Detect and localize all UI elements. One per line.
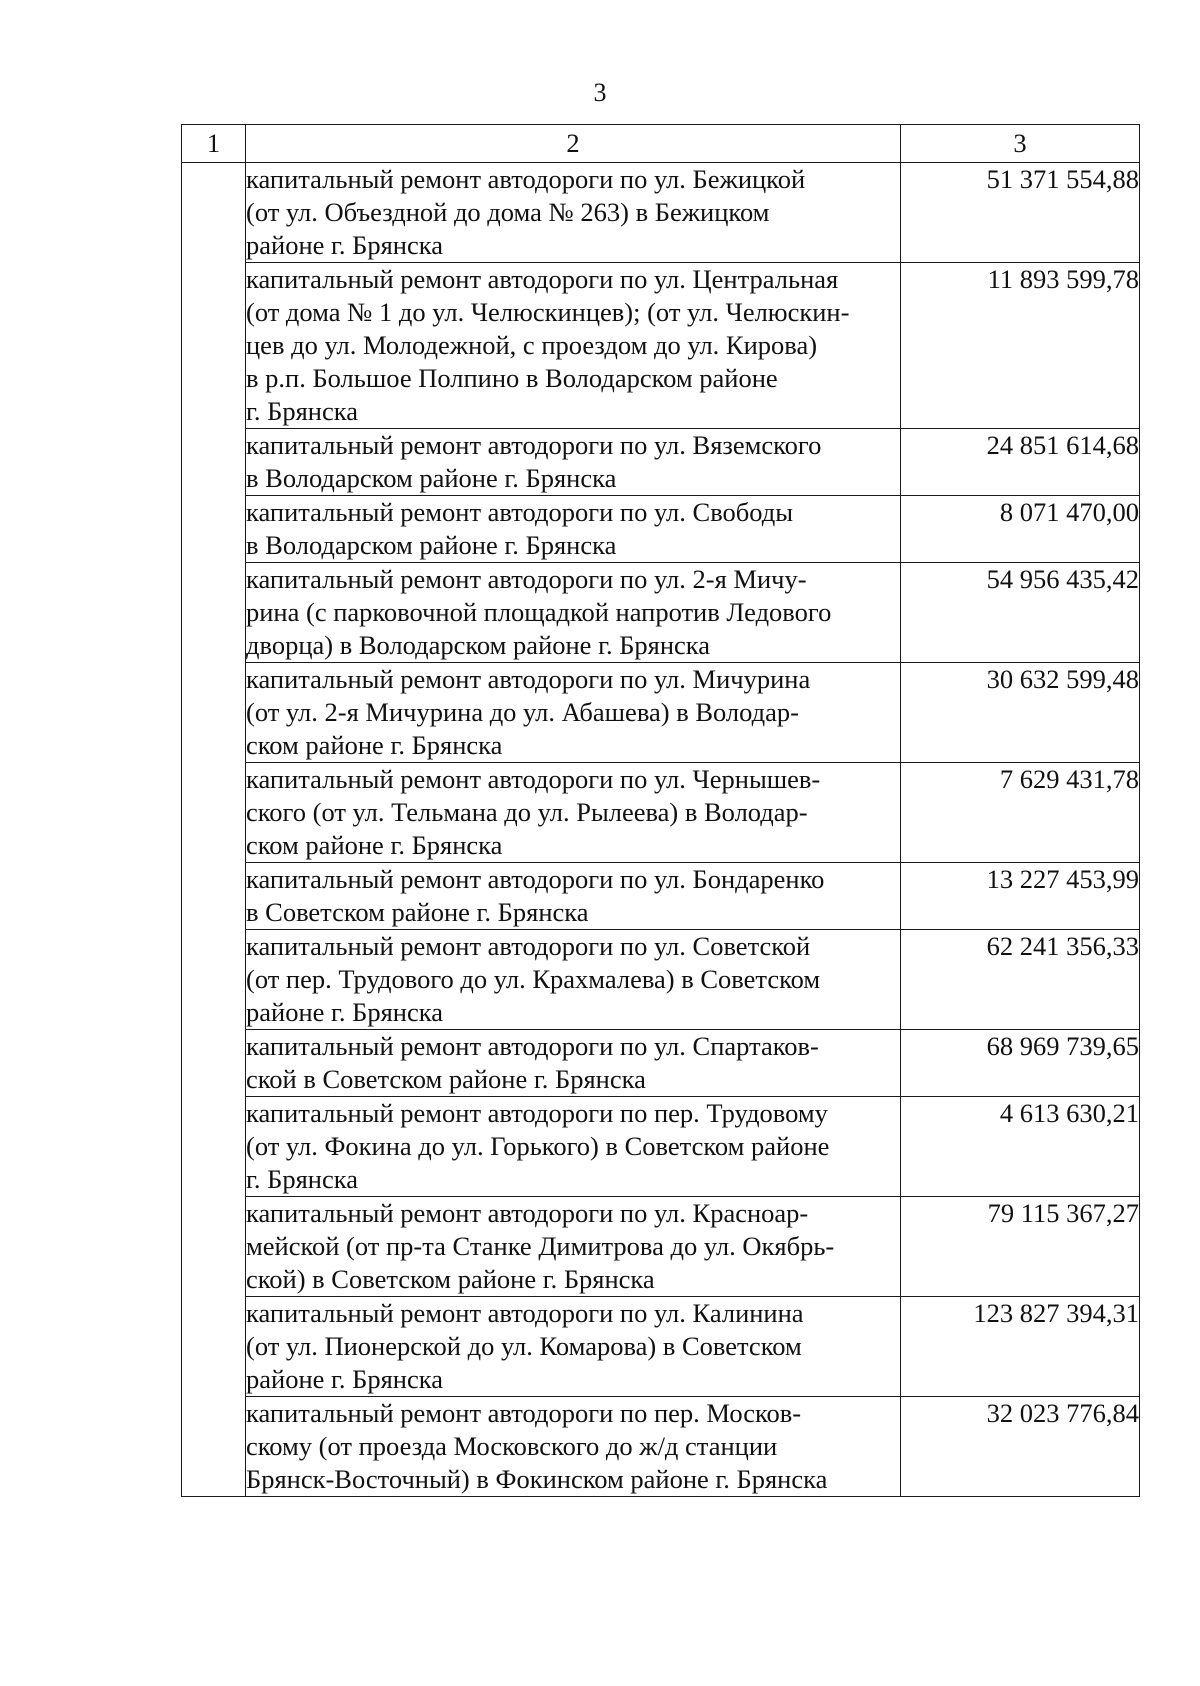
description-line: районе г. Брянска bbox=[246, 230, 443, 260]
description-line: капитальный ремонт автодороги по ул. Красноар- bbox=[246, 1198, 809, 1228]
description-line: ском районе г. Брянска bbox=[246, 730, 503, 760]
work-description-cell bbox=[246, 1397, 901, 1497]
table-row bbox=[182, 163, 1140, 263]
row-number-cell bbox=[182, 163, 246, 263]
description-line: капитальный ремонт автодороги по пер. Москов- bbox=[246, 1398, 802, 1428]
description-line: рина (с парковочной площадкой напротив Ледового bbox=[246, 597, 832, 627]
work-description-cell bbox=[246, 863, 901, 930]
work-description-cell bbox=[246, 763, 901, 863]
description-line: ской) в Советском районе г. Брянска bbox=[246, 1264, 655, 1294]
description-line: (от пер. Трудового до ул. Крахмалева) в Советском bbox=[246, 964, 821, 994]
table-header-row bbox=[182, 125, 1140, 163]
table-row bbox=[182, 863, 1140, 930]
table-row bbox=[182, 1097, 1140, 1197]
header-col-2: 2 bbox=[246, 125, 901, 163]
description-line: капитальный ремонт автодороги по ул. 2-я Мичу- bbox=[246, 564, 807, 594]
work-description-cell bbox=[246, 1097, 901, 1197]
description-line: капитальный ремонт автодороги по ул. Калинина bbox=[246, 1298, 804, 1328]
row-number-cell bbox=[182, 663, 246, 763]
row-number-cell bbox=[182, 863, 246, 930]
header-col-3: 3 bbox=[901, 125, 1140, 163]
description-line: Брянск-Восточный) в Фокинском районе г. Брянска bbox=[246, 1464, 828, 1494]
description-line: скому (от проезда Московского до ж/д станции bbox=[246, 1431, 778, 1461]
description-line: капитальный ремонт автодороги по ул. Спартаков- bbox=[246, 1031, 819, 1061]
description-line: (от ул. Объездной до дома № 263) в Бежицком bbox=[246, 197, 770, 227]
description-line: г. Брянска bbox=[246, 396, 358, 426]
row-number-cell bbox=[182, 1097, 246, 1197]
amount-cell: 79 115 367,27 bbox=[901, 1197, 1140, 1297]
table-row bbox=[182, 563, 1140, 663]
work-description-cell bbox=[246, 1197, 901, 1297]
description-line: капитальный ремонт автодороги по ул. Советской bbox=[246, 931, 811, 961]
description-line: капитальный ремонт автодороги по ул. Мичурина bbox=[246, 664, 811, 694]
table-row bbox=[182, 1030, 1140, 1097]
row-number-cell bbox=[182, 263, 246, 429]
table-body bbox=[182, 163, 1140, 1497]
work-description-cell bbox=[246, 1030, 901, 1097]
row-number-cell bbox=[182, 1030, 246, 1097]
description-line: в Володарском районе г. Брянска bbox=[246, 530, 617, 560]
amount-cell: 11 893 599,78 bbox=[901, 263, 1140, 429]
row-number-cell bbox=[182, 496, 246, 563]
description-line: в Володарском районе г. Брянска bbox=[246, 463, 617, 493]
row-number-cell bbox=[182, 563, 246, 663]
amount-cell: 68 969 739,65 bbox=[901, 1030, 1140, 1097]
works-table bbox=[181, 124, 1140, 1497]
table-row bbox=[182, 663, 1140, 763]
description-line: капитальный ремонт автодороги по ул. Свободы bbox=[246, 497, 794, 527]
description-line: в Советском районе г. Брянска bbox=[246, 897, 589, 927]
amount-cell: 62 241 356,33 bbox=[901, 930, 1140, 1030]
description-line: в р.п. Большое Полпино в Володарском районе bbox=[246, 363, 778, 393]
row-number-cell bbox=[182, 1197, 246, 1297]
description-line: капитальный ремонт автодороги по ул. Центральная bbox=[246, 264, 839, 294]
work-description-cell bbox=[246, 930, 901, 1030]
table-row bbox=[182, 1197, 1140, 1297]
description-line: дворца) в Володарском районе г. Брянска bbox=[246, 630, 711, 660]
amount-cell: 32 023 776,84 bbox=[901, 1397, 1140, 1497]
page-number: 3 bbox=[593, 78, 607, 107]
description-line: районе г. Брянска bbox=[246, 1364, 443, 1394]
work-description-cell bbox=[246, 1297, 901, 1397]
work-description-cell bbox=[246, 563, 901, 663]
table-row bbox=[182, 1397, 1140, 1497]
work-description-cell bbox=[246, 496, 901, 563]
table-row bbox=[182, 1297, 1140, 1397]
description-line: г. Брянска bbox=[246, 1164, 358, 1194]
row-number-cell bbox=[182, 429, 246, 496]
description-line: ского (от ул. Тельмана до ул. Рылеева) в Володар- bbox=[246, 797, 808, 827]
amount-cell: 51 371 554,88 bbox=[901, 163, 1140, 263]
amount-cell: 7 629 431,78 bbox=[901, 763, 1140, 863]
description-line: ской в Советском районе г. Брянска bbox=[246, 1064, 646, 1094]
amount-cell: 30 632 599,48 bbox=[901, 663, 1140, 763]
description-line: ском районе г. Брянска bbox=[246, 830, 503, 860]
description-line: капитальный ремонт автодороги по ул. Бежицкой bbox=[246, 164, 806, 194]
header-col-1: 1 bbox=[182, 125, 246, 163]
table-row bbox=[182, 930, 1140, 1030]
description-line: цев до ул. Молодежной, с проездом до ул. Кирова) bbox=[246, 330, 818, 360]
description-line: (от ул. 2-я Мичурина до ул. Абашева) в Володар- bbox=[246, 697, 799, 727]
row-number-cell bbox=[182, 930, 246, 1030]
description-line: капитальный ремонт автодороги по пер. Трудовому bbox=[246, 1098, 828, 1128]
amount-cell: 4 613 630,21 bbox=[901, 1097, 1140, 1197]
row-number-cell bbox=[182, 1297, 246, 1397]
description-line: районе г. Брянска bbox=[246, 997, 443, 1027]
description-line: капитальный ремонт автодороги по ул. Бондаренко bbox=[246, 864, 825, 894]
amount-cell: 54 956 435,42 bbox=[901, 563, 1140, 663]
description-line: мейской (от пр-та Станке Димитрова до ул. Окябрь- bbox=[246, 1231, 835, 1261]
table-row bbox=[182, 763, 1140, 863]
work-description-cell bbox=[246, 163, 901, 263]
table-row bbox=[182, 496, 1140, 563]
description-line: (от дома № 1 до ул. Челюскинцев); (от ул. Челюскин- bbox=[246, 297, 850, 327]
amount-cell: 24 851 614,68 bbox=[901, 429, 1140, 496]
table-row bbox=[182, 263, 1140, 429]
work-description-cell bbox=[246, 663, 901, 763]
amount-cell: 13 227 453,99 bbox=[901, 863, 1140, 930]
table-row bbox=[182, 429, 1140, 496]
description-line: (от ул. Фокина до ул. Горького) в Советском районе bbox=[246, 1131, 830, 1161]
amount-cell: 123 827 394,31 bbox=[901, 1297, 1140, 1397]
description-line: капитальный ремонт автодороги по ул. Чернышев- bbox=[246, 764, 821, 794]
row-number-cell bbox=[182, 1397, 246, 1497]
description-line: капитальный ремонт автодороги по ул. Вяземского bbox=[246, 430, 822, 460]
row-number-cell bbox=[182, 763, 246, 863]
work-description-cell bbox=[246, 429, 901, 496]
description-line: (от ул. Пионерской до ул. Комарова) в Советском bbox=[246, 1331, 802, 1361]
amount-cell: 8 071 470,00 bbox=[901, 496, 1140, 563]
work-description-cell bbox=[246, 263, 901, 429]
